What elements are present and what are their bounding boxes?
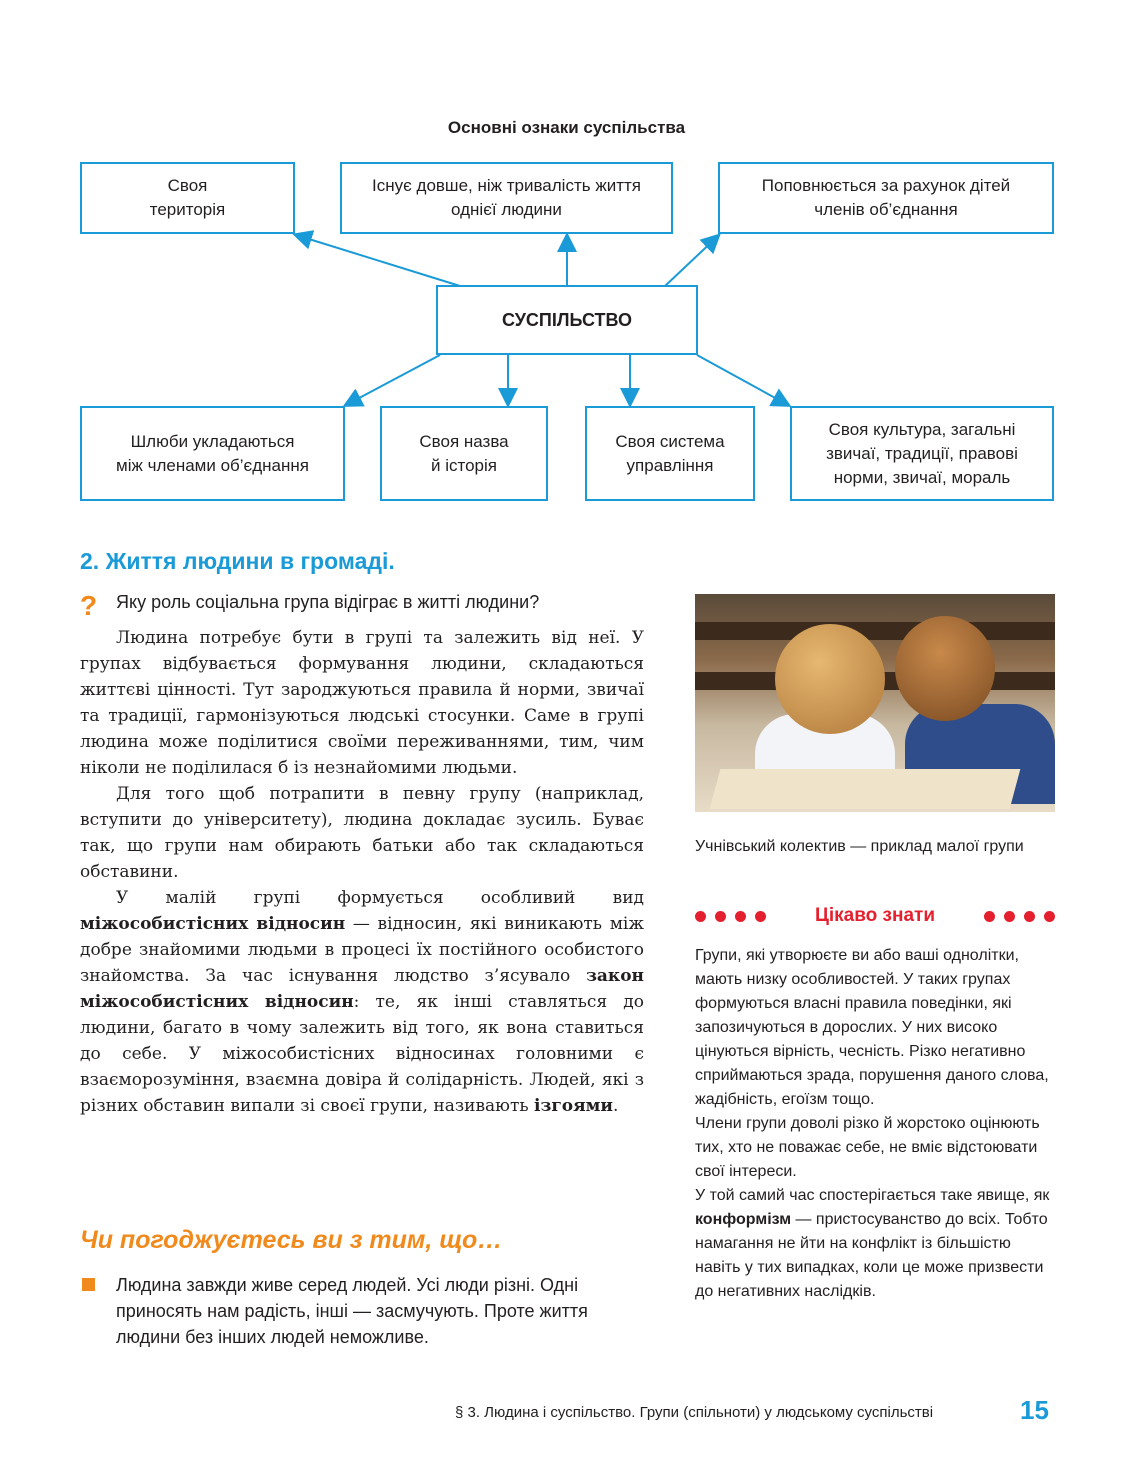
paragraph-3-part-e: . bbox=[613, 1096, 619, 1116]
box-territory bbox=[80, 162, 295, 234]
box-culture-line2: звичаї, традиції, правові bbox=[826, 443, 1018, 463]
box-lifetime-line1: Існує довше, ніж тривалість життя bbox=[372, 176, 641, 195]
box-territory-line1: Своя bbox=[167, 176, 208, 195]
box-government-line2: управління bbox=[626, 455, 714, 475]
dots-right-icon bbox=[984, 911, 1055, 922]
section-heading: 2. Життя людини в громаді. bbox=[80, 548, 395, 574]
square-bullet-icon bbox=[82, 1278, 95, 1291]
box-name-history bbox=[380, 406, 548, 501]
box-replenish-line1: Поповнюється за рахунок дітей bbox=[761, 176, 1011, 195]
info-paragraph-1: Групи, які утворюєте ви або ваші однолітки, мають низку особливостей. У таких групах формуються власні правила поведінки, які запозичуються в дорослих. У них високо цінуються вірність, чесність. Різко негативно сприймаються зрада, порушення даного слова, жадібність, егоїзм тощо. bbox=[695, 947, 1049, 1108]
info-title-text: Цікаво знати bbox=[814, 905, 936, 926]
agree-heading: Чи погоджуєтесь ви з тим, що… bbox=[80, 1226, 503, 1254]
box-society: СУСПІЛЬСТВО bbox=[436, 285, 698, 355]
paragraph-2: Для того щоб потрапити в певну групу (наприклад, вступити до університету), людина докладає зусиль. Буває так, що групи нам обирають батьки або так складаються обставини. bbox=[80, 784, 644, 882]
footer-text: § 3. Людина і суспільство. Групи (спільноти) у людському суспільстві bbox=[455, 1404, 934, 1421]
agree-item-text: Людина завжди живе серед людей. Усі люди різні. Одні приносять нам радість, інші — засмучують. Проте життя людини без інших людей неможливе. bbox=[116, 1275, 588, 1347]
arrow-culture bbox=[697, 355, 788, 405]
box-marriage-line1: Шлюби укладаються bbox=[130, 431, 295, 451]
question-icon: ? bbox=[80, 590, 98, 621]
question-text: Яку роль соціальна група відіграє в житті людини? bbox=[116, 592, 540, 612]
dots-left-icon bbox=[695, 911, 766, 922]
main-text bbox=[80, 625, 644, 1119]
box-culture-line1: Своя культура, загальні bbox=[828, 419, 1016, 439]
diagram-title: Основні ознаки суспільства bbox=[447, 118, 686, 137]
box-replenish-line2: членів об’єднання bbox=[814, 200, 958, 219]
term-law-of-relations: закон міжособистісних відносин bbox=[80, 966, 644, 1012]
arrow-marriage bbox=[346, 355, 440, 405]
term-outcasts: ізгоями bbox=[534, 1096, 614, 1116]
box-government bbox=[585, 406, 755, 501]
info-box-title bbox=[695, 905, 1055, 927]
box-name-line2: й історія bbox=[431, 455, 497, 475]
paragraph-3-part-d: : те, як інші ставляться до людини, багато в чому залежить від того, як вона ставиться до себе. У міжособистісних відносинах головними є взаєморозуміння, взаємна довіра й солідарність. Людей, які з різних обставин випали зі своєї групи, називають bbox=[80, 992, 644, 1116]
box-marriage-line2: між членами об’єднання bbox=[116, 455, 309, 475]
paragraph-1: Людина потребує бути в групі та залежить від неї. У групах відбувається формування людини, складаються життєві цінності. Тут зароджуються правила й норми, звичаї та традиції, гармонізуються людські стосунки. Саме в групі людина може поділитися своїми переживаннями, тим, чим ніколи не поділилася б із незнайомими людьми. bbox=[80, 628, 644, 778]
box-lifetime-line2: однієї людини bbox=[451, 200, 562, 219]
paragraph-3-part-a: У малій групі формується особливий вид bbox=[116, 888, 644, 908]
term-conformism: конформізм bbox=[695, 1211, 792, 1228]
arrow-territory bbox=[296, 235, 460, 286]
students-photo bbox=[695, 594, 1055, 812]
box-replenish bbox=[718, 162, 1054, 234]
paragraph-3-part-c: — відносин, які виникають між добре знайомими людьми в процесі їх постійного особистого знайомства. За час існування людство з’ясувало bbox=[80, 914, 645, 986]
photo-caption: Учнівський колектив — приклад малої групи bbox=[695, 838, 1024, 855]
box-name-line1: Своя назва bbox=[419, 431, 509, 451]
box-government-line1: Своя система bbox=[615, 431, 725, 451]
box-culture-line3: норми, звичаї, мораль bbox=[833, 467, 1011, 487]
info-paragraph-3-a: У той самий час спостерігається таке явище, як bbox=[695, 1187, 1050, 1204]
box-territory-line2: територія bbox=[149, 200, 226, 219]
term-interpersonal-relations: міжособистісних відносин bbox=[80, 914, 346, 934]
box-lifetime bbox=[340, 162, 673, 234]
box-marriage bbox=[80, 406, 345, 501]
page-number: 15 bbox=[1020, 1395, 1049, 1425]
box-culture bbox=[790, 406, 1054, 501]
arrow-replenish bbox=[665, 236, 718, 286]
info-paragraph-3 bbox=[695, 1184, 1055, 1304]
info-paragraph-3-c: — пристосуванство до всіх. Тобто намагання не йти на конфлікт із більшістю навіть у тих випадках, коли це може призвести до негативних наслідків. bbox=[695, 1211, 1048, 1300]
info-box-text bbox=[695, 944, 1055, 1304]
info-paragraph-2: Члени групи доволі різко й жорстоко оцінюють тих, хто не поважає себе, не вміє відстоювати свої інтереси. bbox=[695, 1115, 1040, 1180]
paragraph-3 bbox=[80, 885, 644, 1119]
